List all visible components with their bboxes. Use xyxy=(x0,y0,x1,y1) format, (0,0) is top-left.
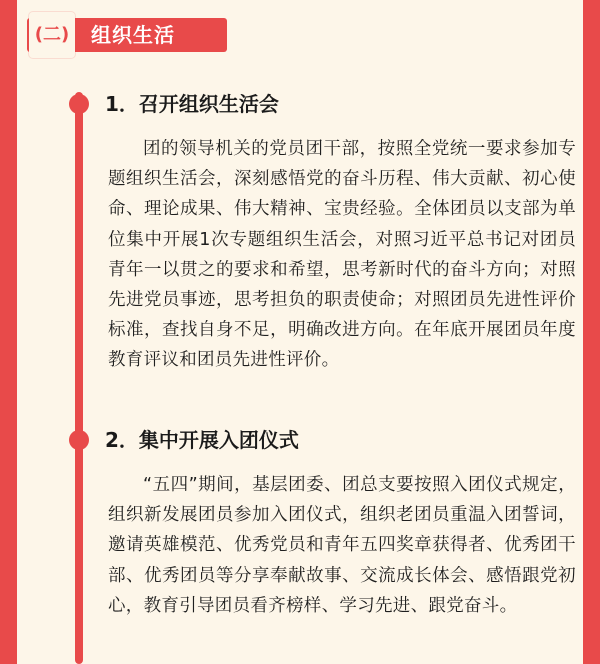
timeline-dot-1 xyxy=(69,94,89,114)
document-page xyxy=(17,0,583,664)
section-number: (二) xyxy=(34,24,70,45)
timeline-line xyxy=(75,92,83,664)
timeline-dot-2 xyxy=(69,430,89,450)
section-header xyxy=(27,12,227,58)
section-number-box xyxy=(29,12,75,58)
section-title: 组织生活 xyxy=(91,23,175,47)
item-heading-1: 1．召开组织生活会 xyxy=(105,92,279,116)
item-heading-2: 2．集中开展入团仪式 xyxy=(105,428,299,452)
item-paragraph-2: “五四”期间，基层团委、团总支要按照入团仪式规定，组织新发展团员参加入团仪式，组织老团员重温入团誓词，邀请英雄模范、优秀党员和青年五四奖章获得者、优秀团干部、优秀团员等分享奉献故事、交流成长体会、感悟跟党初心，教育引导团员看齐榜样、学习先进、跟党奋斗。 xyxy=(108,475,576,616)
item-paragraph-1: 团的领导机关的党员团干部，按照全党统一要求参加专题组织生活会，深刻感悟党的奋斗历程、伟大贡献、初心使命、理论成果、伟大精神、宝贵经验。全体团员以支部为单位集中开展1次专题组织生活会，对照习近平总书记对团员青年一以贯之的要求和希望，思考新时代的奋斗方向；对照先进党员事迹，思考担负的职责使命；对照团员先进性评价标准，查找自身不足，明确改进方向。在年底开展团员年度教育评议和团员先进性评价。 xyxy=(108,139,576,371)
